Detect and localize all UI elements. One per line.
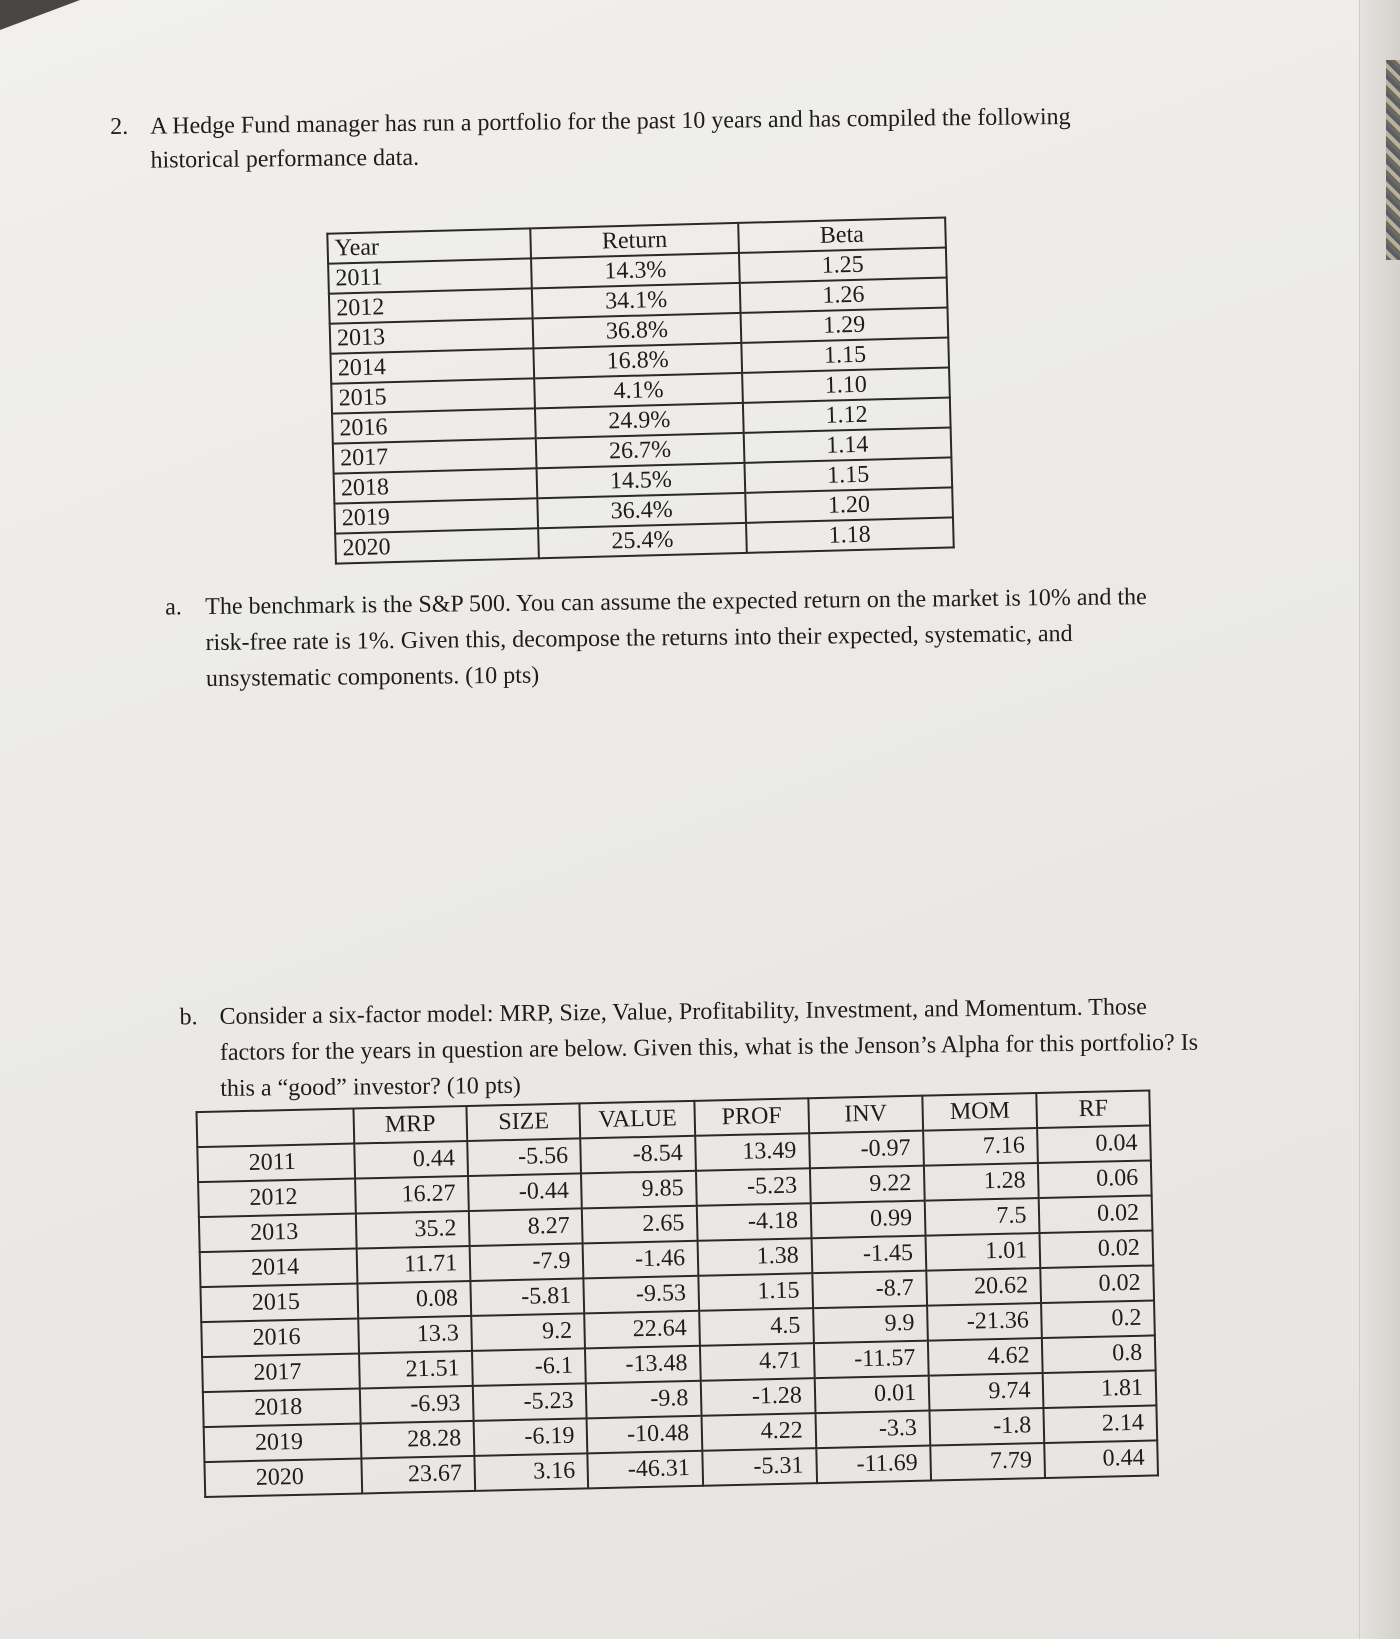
table-cell: -5.23 xyxy=(696,1168,810,1206)
table-cell: 2013 xyxy=(330,318,534,353)
table-cell: -11.57 xyxy=(814,1341,929,1379)
question-text: A Hedge Fund manager has run a portfolio for the past 10 years and has compiled the following historical performance data. xyxy=(150,103,1071,174)
question-number: 2. xyxy=(110,113,129,140)
table-cell: -6.93 xyxy=(359,1386,473,1424)
year-cell: 2012 xyxy=(198,1179,355,1218)
table-cell: 1.15 xyxy=(741,337,949,372)
year-cell: 2019 xyxy=(204,1424,361,1463)
table-cell: 1.10 xyxy=(742,367,950,402)
table-cell: -4.18 xyxy=(697,1203,811,1241)
table-cell: -3.3 xyxy=(815,1411,930,1449)
table-cell: -11.69 xyxy=(816,1446,931,1484)
year-cell: 2020 xyxy=(204,1458,361,1497)
table-cell: -9.8 xyxy=(586,1381,701,1419)
table-cell: 14.3% xyxy=(531,253,739,288)
table-cell: -1.45 xyxy=(811,1236,926,1274)
part-a-label: a. xyxy=(165,594,183,621)
table-cell: -0.44 xyxy=(468,1173,582,1211)
table-cell: 0.08 xyxy=(357,1281,471,1319)
table-cell: 2019 xyxy=(334,498,538,533)
table-cell: 23.67 xyxy=(361,1456,475,1494)
table-cell: 34.1% xyxy=(532,283,740,318)
table-cell: 13.3 xyxy=(358,1316,472,1354)
table-cell: 0.02 xyxy=(1040,1230,1153,1268)
table-cell: 2.14 xyxy=(1044,1405,1157,1443)
table-cell: 2017 xyxy=(333,438,537,473)
year-cell: 2011 xyxy=(197,1144,354,1183)
table-cell: 22.64 xyxy=(585,1311,700,1349)
table-cell: 9.22 xyxy=(810,1166,925,1204)
part-b-text: Consider a six-factor model: MRP, Size, Value, Profitability, Investment, and Momentum. Those factors for the years in question are below. Given this, what is the Jenson’s Alpha for this portfolio? Is this a “good” investor? (10 pts) xyxy=(219,994,1199,1102)
table-cell: 0.04 xyxy=(1037,1126,1150,1164)
table-cell: 24.9% xyxy=(535,403,743,438)
table-cell: -5.56 xyxy=(467,1138,581,1176)
table-cell: 1.28 xyxy=(924,1163,1039,1201)
table-cell: 1.12 xyxy=(743,397,951,432)
table-cell: 9.74 xyxy=(929,1373,1044,1411)
table-cell: 1.18 xyxy=(746,517,954,552)
table-cell: 2012 xyxy=(329,288,533,323)
table-cell: 0.8 xyxy=(1042,1335,1155,1373)
table-cell: -1.46 xyxy=(583,1241,698,1279)
factor-table xyxy=(195,1089,1159,1498)
header-cell: RF xyxy=(1037,1091,1150,1129)
table-cell: 25.4% xyxy=(538,523,746,558)
header-cell xyxy=(197,1109,354,1148)
part-a-text: The benchmark is the S&P 500. You can assume the expected return on the market is 10% and the risk-free rate is 1%. Given this, decompose the returns into their expected, systematic, and unsystematic components. (10 pts) xyxy=(205,584,1147,693)
table-cell: 9.85 xyxy=(581,1171,696,1209)
header-cell: Year xyxy=(327,228,531,263)
table-cell: 2020 xyxy=(335,528,539,563)
fabric-edge xyxy=(1386,60,1400,260)
table-cell: 4.62 xyxy=(928,1338,1043,1376)
table-cell: 0.02 xyxy=(1039,1195,1152,1233)
header-cell: Return xyxy=(531,223,739,258)
year-cell: 2017 xyxy=(202,1354,359,1393)
header-cell: INV xyxy=(808,1096,923,1134)
table-cell: -21.36 xyxy=(927,1303,1042,1341)
table-cell: 9.9 xyxy=(813,1306,928,1344)
table-cell: 1.01 xyxy=(926,1233,1041,1271)
table-cell: 1.14 xyxy=(743,427,951,462)
header-cell: Beta xyxy=(738,218,946,253)
header-cell: MOM xyxy=(922,1093,1037,1131)
header-cell: SIZE xyxy=(467,1103,581,1141)
part-b-label: b. xyxy=(179,1004,198,1031)
table-cell: 11.71 xyxy=(356,1246,470,1284)
table-cell: -5.81 xyxy=(471,1278,585,1316)
year-cell: 2016 xyxy=(201,1319,358,1358)
header-cell: MRP xyxy=(353,1106,467,1144)
table-cell: -1.28 xyxy=(701,1378,815,1416)
table-cell: 2016 xyxy=(332,408,536,443)
table-cell: 2011 xyxy=(328,258,532,293)
header-cell: PROF xyxy=(695,1098,809,1136)
header-cell: VALUE xyxy=(580,1101,695,1139)
table-cell: 7.5 xyxy=(925,1198,1040,1236)
year-cell: 2014 xyxy=(200,1249,357,1288)
table-cell: 28.28 xyxy=(360,1421,474,1459)
table-cell: 1.15 xyxy=(699,1273,813,1311)
part-b xyxy=(179,989,1210,1108)
table-cell: 0.02 xyxy=(1041,1265,1154,1303)
table-cell: 1.29 xyxy=(740,308,948,343)
year-cell: 2015 xyxy=(200,1284,357,1323)
table-cell: 14.5% xyxy=(537,463,745,498)
table-cell: 16.8% xyxy=(534,343,742,378)
table-cell: 0.99 xyxy=(811,1201,926,1239)
table-cell: 21.51 xyxy=(359,1351,473,1389)
table-cell: 1.25 xyxy=(739,248,947,283)
table-cell: 2014 xyxy=(330,348,534,383)
table-cell: -10.48 xyxy=(587,1416,702,1454)
year-cell: 2013 xyxy=(199,1214,356,1253)
table-cell: -46.31 xyxy=(588,1451,703,1489)
table-cell: 0.44 xyxy=(354,1141,468,1179)
table-cell: -7.9 xyxy=(470,1243,584,1281)
table-cell: 36.4% xyxy=(538,493,746,528)
table-cell: 4.22 xyxy=(702,1413,816,1451)
table-cell: 26.7% xyxy=(536,433,744,468)
table-cell: 9.2 xyxy=(471,1313,585,1351)
table-cell: 4.5 xyxy=(699,1308,813,1346)
dark-corner xyxy=(0,0,80,30)
table-cell: 35.2 xyxy=(355,1211,469,1249)
table-cell: 4.1% xyxy=(535,373,743,408)
table-cell: 0.2 xyxy=(1041,1300,1154,1338)
table-cell: -8.54 xyxy=(581,1136,696,1174)
table-cell: 16.27 xyxy=(355,1176,469,1214)
table-cell: 7.16 xyxy=(923,1128,1038,1166)
table-cell: -6.19 xyxy=(474,1418,588,1456)
table-cell: -8.7 xyxy=(812,1271,927,1309)
table-cell: 2015 xyxy=(331,378,535,413)
table-cell: 4.71 xyxy=(700,1343,814,1381)
table-cell: -6.1 xyxy=(472,1348,586,1386)
table-cell: 20.62 xyxy=(926,1268,1041,1306)
table-cell: 0.44 xyxy=(1045,1440,1158,1478)
table-cell: 1.20 xyxy=(745,487,953,522)
table-cell: -5.23 xyxy=(473,1383,587,1421)
table-cell: 13.49 xyxy=(695,1133,809,1171)
table-cell: 36.8% xyxy=(533,313,741,348)
table-cell: 2.65 xyxy=(582,1206,697,1244)
table-cell: 1.38 xyxy=(698,1238,812,1276)
table-cell: -9.53 xyxy=(584,1276,699,1314)
year-cell: 2018 xyxy=(203,1389,360,1428)
table-cell: 0.01 xyxy=(815,1376,930,1414)
table-cell: 1.81 xyxy=(1043,1370,1156,1408)
table-cell: 1.26 xyxy=(739,278,947,313)
table-cell: 2018 xyxy=(334,468,538,503)
table-cell: 0.06 xyxy=(1038,1160,1151,1198)
table-cell: -13.48 xyxy=(585,1346,700,1384)
table-cell: 8.27 xyxy=(469,1208,583,1246)
table-cell: -1.8 xyxy=(930,1408,1045,1446)
table-cell: 1.15 xyxy=(744,457,952,492)
table-cell: -0.97 xyxy=(809,1131,924,1169)
part-a xyxy=(165,579,1196,698)
table-cell: 7.79 xyxy=(930,1443,1045,1481)
worksheet xyxy=(110,98,1231,1491)
performance-table xyxy=(326,217,954,565)
table-cell: 3.16 xyxy=(475,1453,589,1491)
question-header xyxy=(110,98,1231,178)
table-cell: -5.31 xyxy=(702,1448,816,1486)
